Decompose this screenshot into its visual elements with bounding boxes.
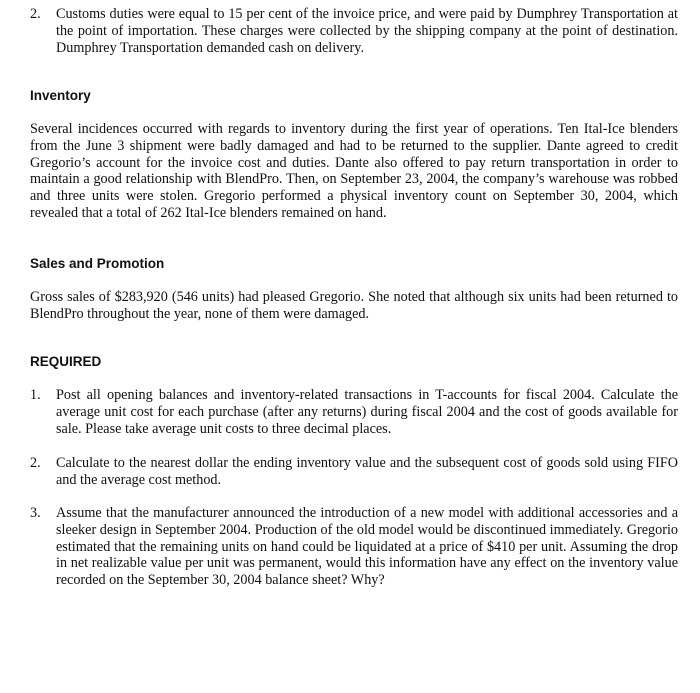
required-item-2: [30, 455, 678, 489]
required-item-3: [30, 505, 678, 589]
inventory-paragraph: Several incidences occurred with regards to inventory during the first year of operations. Ten Ital-Ice blenders from the June 3 shipment were badly damaged and had to be returned to the supplier. Dante agreed to credit Gregorio’s account for the invoice cost and duties. Dante also offered to pay return transportation in order to maintain a good relationship with BlendPro. Then, on September 23, 2004, the company’s warehouse was robbed and three units were stolen. Gregorio performed a physical inventory count on September 30, 2004, which revealed that a total of 262 Ital-Ice blenders remained on hand.: [30, 121, 678, 221]
item-text: Post all opening balances and inventory-related transactions in T-accounts for fiscal 2004. Calculate the average unit cost for each purchase (after any returns) during fiscal 2004 and the cost of goods available for sale. Please take average unit costs to three decimal places.: [56, 387, 678, 437]
customs-duties-item: [30, 6, 678, 56]
item-number: 1.: [30, 387, 41, 403]
sales-heading: Sales and Promotion: [30, 256, 165, 271]
sales-paragraph: Gross sales of $283,920 (546 units) had pleased Gregorio. She noted that although six units had been returned to BlendPro throughout the year, none of them were damaged.: [30, 289, 678, 322]
inventory-heading: Inventory: [30, 88, 91, 103]
item-text: Assume that the manufacturer announced the introduction of a new model with additional accessories and a sleeker design in September 2004. Production of the old model would be discontinued immediately. Gregorio estimated that the remaining units on hand could be liquidated at a price of $410 per unit. Assuming the drop in net realizable value per unit was permanent, would this information have any effect on the inventory value recorded on the September 30, 2004 balance sheet? Why?: [56, 505, 678, 589]
required-heading: REQUIRED: [30, 354, 102, 369]
item-text: Customs duties were equal to 15 per cent of the invoice price, and were paid by Dumphrey Transportation at the point of importation. These charges were collected by the shipping company at the point of destination. Dumphrey Transportation demanded cash on delivery.: [56, 6, 678, 56]
item-number: 3.: [30, 505, 41, 521]
item-number: 2.: [30, 6, 41, 22]
item-text: Calculate to the nearest dollar the ending inventory value and the subsequent cost of goods sold using FIFO and the average cost method.: [56, 455, 678, 488]
required-item-1: [30, 387, 678, 437]
item-number: 2.: [30, 455, 41, 471]
